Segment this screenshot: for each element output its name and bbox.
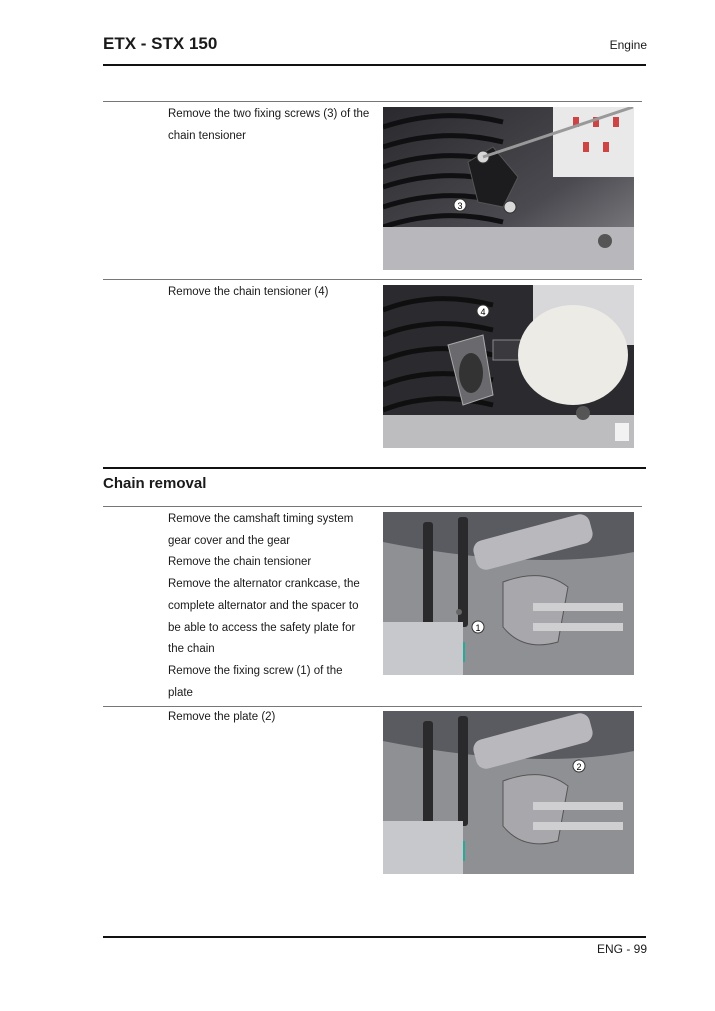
callout-label: 1 — [475, 623, 481, 633]
step-instruction — [168, 282, 376, 304]
instruction-line: chain tensioner — [168, 129, 246, 142]
instruction-line: Remove the camshaft timing system — [168, 513, 354, 525]
page-number: ENG - 99 — [596, 942, 647, 956]
photo-safety-plate-screw — [383, 512, 634, 675]
instruction-line: Remove the fixing screw (1) of the — [168, 664, 343, 677]
footer-rule — [103, 936, 646, 938]
instruction-line: Remove the two fixing screws (3) of the — [168, 108, 370, 120]
instruction-line: the chain — [168, 643, 215, 656]
step-instruction — [168, 104, 376, 147]
section-heading: Chain removal — [103, 475, 207, 492]
instruction-line: Remove the chain tensioner — [168, 556, 312, 569]
instruction-line: Remove the plate (2) — [168, 711, 276, 723]
step-divider — [103, 101, 642, 102]
step-instruction — [168, 707, 376, 729]
photo-remove-tensioner-screws — [383, 107, 634, 270]
instruction-line: Remove the chain tensioner (4) — [168, 286, 329, 298]
instruction-line: gear cover and the gear — [168, 534, 291, 547]
step-divider — [103, 279, 642, 280]
photo-remove-chain-tensioner — [383, 285, 634, 448]
section-rule — [103, 467, 646, 469]
step-instruction — [168, 509, 376, 704]
callout-label: 2 — [576, 762, 582, 772]
photo-remove-plate — [383, 711, 634, 874]
document-title: ETX - STX 150 — [103, 34, 218, 53]
callout-label: 3 — [457, 201, 463, 211]
instruction-line: be able to access the safety plate for — [168, 621, 356, 634]
instruction-line: complete alternator and the spacer to — [168, 599, 359, 612]
callout-label: 4 — [480, 307, 486, 317]
instruction-line: Remove the alternator crankcase, the — [168, 578, 360, 591]
header-rule — [103, 64, 646, 66]
instruction-line: plate — [168, 686, 193, 699]
step-divider — [103, 506, 642, 507]
section-name: Engine — [609, 38, 647, 52]
